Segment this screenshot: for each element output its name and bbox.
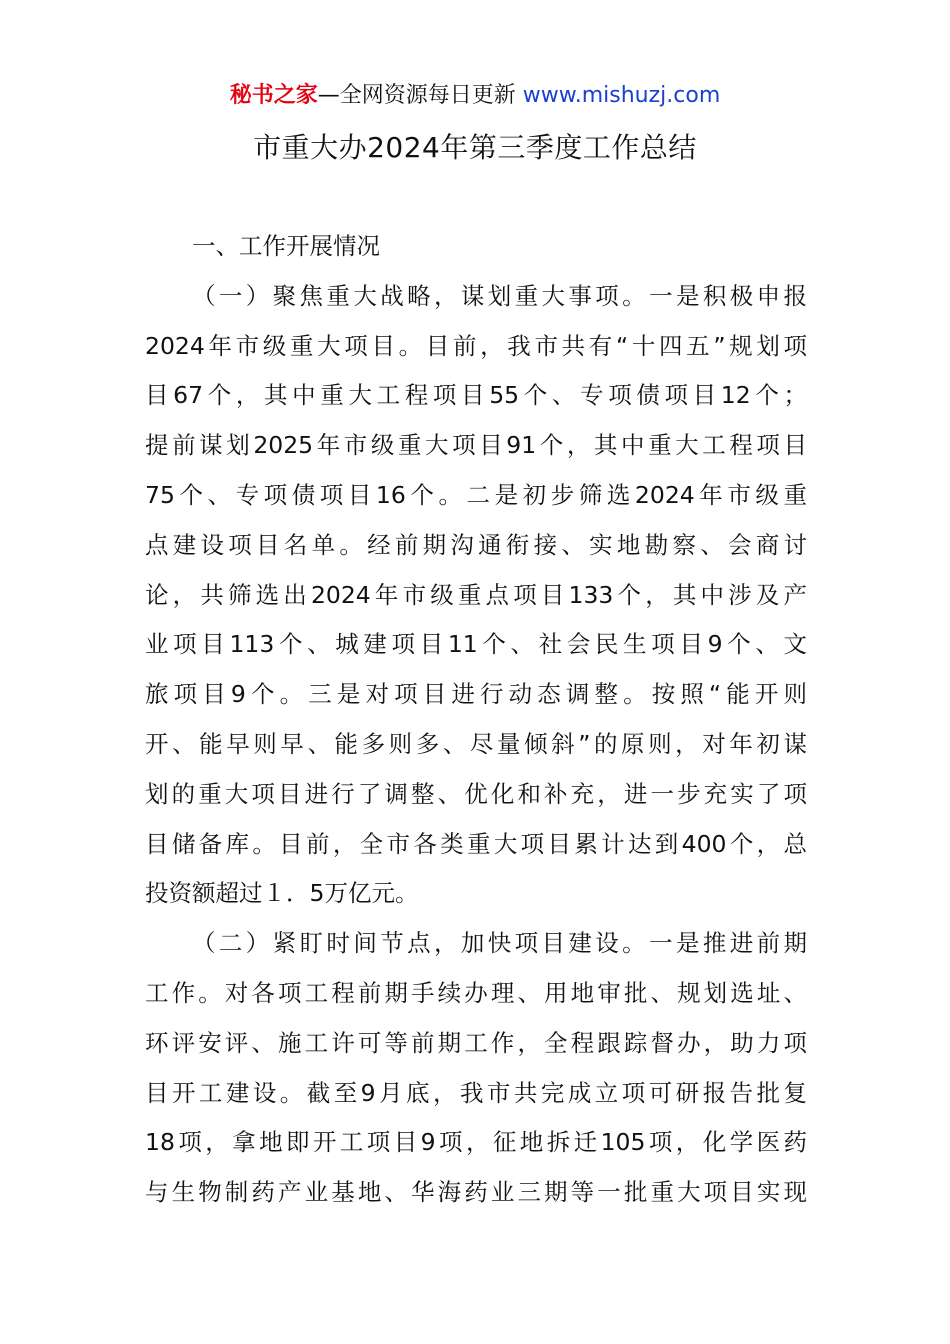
paragraph-line: 业项目113个、城建项目11个、社会民生项目9个、文: [145, 630, 807, 659]
paragraph-line: 工作。对各项工程前期手续办理、用地审批、规划选址、: [145, 978, 807, 1007]
paragraph-line: 提前谋划2025年市级重大项目91个，其中重大工程项目: [145, 431, 807, 460]
paragraph-line: 目储备库。目前，全市各类重大项目累计达到400个，总: [145, 829, 807, 858]
site-url[interactable]: www.mishuzj.com: [522, 83, 721, 108]
paragraph-line: 18项，拿地即开工项目9项，征地拆迁105项，化学医药: [145, 1128, 807, 1157]
paragraph-line: （一）聚焦重大战略，谋划重大事项。一是积极申报: [192, 281, 807, 310]
document-title: 市重大办2024年第三季度工作总结: [253, 131, 697, 164]
paragraph-line: （二）紧盯时间节点，加快项目建设。一是推进前期: [192, 929, 807, 958]
section-heading: 一、工作开展情况: [192, 232, 380, 260]
paragraph-line: 点建设项目名单。经前期沟通衔接、实地勘察、会商讨: [145, 530, 807, 559]
paragraph-line: 论，共筛选出2024年市级重点项目133个，其中涉及产: [145, 580, 807, 609]
paragraph-line: 旅项目9个。三是对项目进行动态调整。按照“能开则: [145, 680, 807, 709]
paragraph-line: 目67个，其中重大工程项目55个、专项债项目12个；: [145, 381, 807, 410]
header-tagline: —全网资源每日更新: [317, 83, 523, 108]
paragraph-line: 开、能早则早、能多则多、尽量倾斜”的原则，对年初谋: [145, 729, 807, 758]
paragraph-line: 投资额超过１．5万亿元。: [145, 879, 419, 908]
paragraph-line: 目开工建设。截至9月底，我市共完成立项可研报告批复: [145, 1078, 807, 1107]
paragraph-line: 与生物制药产业基地、华海药业三期等一批重大项目实现: [145, 1178, 807, 1207]
site-header: [0, 80, 950, 112]
brand-name: 秘书之家: [229, 83, 318, 108]
document-body: [145, 222, 807, 1218]
paragraph-line: 划的重大项目进行了调整、优化和补充，进一步充实了项: [145, 779, 807, 808]
paragraph-line: 环评安评、施工许可等前期工作，全程跟踪督办，助力项: [145, 1028, 807, 1057]
paragraph-line: 75个、专项债项目16个。二是初步筛选2024年市级重: [145, 480, 807, 509]
paragraph-line: 2024年市级重大项目。目前，我市共有“十四五”规划项: [145, 331, 807, 360]
